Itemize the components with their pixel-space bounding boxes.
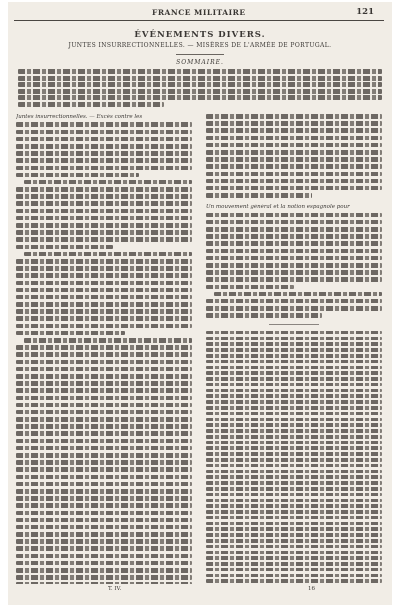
footnote-rule [269, 324, 319, 325]
text-line [16, 388, 192, 393]
text-line [206, 481, 382, 485]
text-line [16, 302, 192, 307]
page-number: 121 [356, 7, 374, 17]
text-line [206, 400, 382, 404]
text-line [16, 173, 139, 178]
text-line [206, 227, 382, 232]
column-right [206, 114, 382, 584]
header-rule [14, 20, 384, 21]
text-line [16, 360, 192, 365]
text-line [206, 299, 382, 304]
text-line [206, 348, 382, 352]
text-line [206, 306, 382, 311]
text-line [16, 460, 192, 465]
section-subtitle: JUNTES INSURRECTIONNELLES. — MISÈRES DE L'ARMÉE DE PORTUGAL. [68, 42, 332, 49]
text-line [206, 143, 382, 148]
text-line [206, 423, 382, 427]
text-line [206, 377, 382, 381]
text-line [206, 285, 294, 290]
text-line [16, 352, 192, 357]
text-line [16, 216, 192, 221]
text-line [16, 266, 192, 271]
text-line [206, 179, 382, 184]
text-line [16, 345, 192, 350]
text-line [206, 452, 382, 456]
text-line [206, 360, 382, 364]
text-line [18, 89, 382, 94]
running-head [12, 4, 388, 20]
text-line [206, 213, 382, 218]
text-line [206, 527, 382, 531]
text-line [206, 121, 382, 126]
text-line [16, 489, 192, 494]
text-line [16, 295, 192, 300]
text-line [16, 237, 192, 242]
text-line [16, 561, 192, 566]
text-line [206, 263, 382, 268]
text-line [16, 410, 192, 415]
text-line [16, 482, 192, 487]
text-line [206, 157, 382, 162]
text-line [16, 575, 192, 580]
text-line [16, 453, 192, 458]
text-line [18, 95, 382, 100]
text-line [16, 424, 192, 429]
text-line [16, 324, 192, 329]
text-line [16, 568, 192, 573]
text-line [206, 220, 382, 225]
text-line [206, 164, 382, 169]
paragraph-lead: Juntes insurrectionnelles. — Excès contre les [16, 114, 143, 120]
text-line [24, 252, 192, 257]
text-line [16, 166, 192, 171]
text-line [24, 180, 192, 185]
text-line [206, 464, 382, 468]
text-line [16, 281, 192, 286]
text-line [16, 525, 192, 530]
text-line [206, 435, 382, 439]
text-line [16, 230, 192, 235]
text-line [16, 259, 192, 264]
text-line [16, 374, 192, 379]
text-line [16, 187, 192, 192]
text-line [16, 475, 192, 480]
text-line [206, 394, 382, 398]
text-line [16, 518, 192, 523]
text-line [16, 367, 192, 372]
footer-signature: T. IV. [108, 586, 122, 592]
text-line [24, 338, 192, 343]
text-line [16, 439, 192, 444]
text-line [206, 172, 382, 177]
text-line [206, 446, 382, 450]
text-line [18, 69, 382, 74]
text-line [16, 201, 192, 206]
text-line [16, 151, 192, 156]
text-line [206, 475, 382, 479]
text-line [16, 403, 192, 408]
text-line [206, 568, 382, 572]
text-line [16, 467, 192, 472]
text-line [206, 193, 312, 198]
text-line [16, 194, 192, 199]
text-line [16, 331, 125, 336]
text-line [16, 309, 192, 314]
text-line [16, 316, 192, 321]
text-line [16, 381, 192, 386]
text-line [16, 496, 192, 501]
text-line [16, 144, 192, 149]
text-line [206, 383, 382, 387]
text-line [206, 389, 382, 393]
text-line [16, 431, 192, 436]
text-line [206, 371, 382, 375]
text-line [206, 256, 382, 261]
text-line [206, 277, 382, 282]
text-line [206, 510, 382, 514]
text-line [206, 487, 382, 491]
text-line [206, 470, 382, 474]
text-line [16, 417, 192, 422]
text-line [206, 499, 382, 503]
text-line [206, 406, 382, 410]
text-line [16, 503, 192, 508]
text-line [206, 418, 382, 422]
text-line [16, 546, 192, 551]
text-line [206, 412, 382, 416]
text-line [16, 582, 192, 584]
text-line [16, 396, 192, 401]
text-line [206, 516, 382, 520]
text-line [16, 245, 113, 250]
text-line [206, 539, 382, 543]
text-line [206, 556, 382, 560]
text-line [206, 331, 382, 335]
text-line [16, 273, 192, 278]
text-line [206, 270, 382, 275]
text-line [16, 130, 192, 135]
text-line [16, 554, 192, 559]
text-line [206, 342, 382, 346]
text-line [16, 288, 192, 293]
text-line [16, 539, 192, 544]
text-line [16, 158, 192, 163]
summary-heading: SOMMAIRE. [176, 59, 224, 66]
text-line [206, 533, 382, 537]
text-line [206, 249, 382, 254]
text-line [16, 532, 192, 537]
text-line [18, 76, 382, 81]
text-line [16, 122, 192, 127]
footer-folio: 16 [308, 586, 315, 592]
journal-page [8, 2, 392, 605]
text-line [206, 545, 382, 549]
column-left [16, 114, 192, 584]
text-line [206, 128, 382, 133]
text-line [18, 82, 382, 87]
summary-block [18, 69, 382, 107]
text-line [206, 579, 382, 583]
text-line [206, 429, 382, 433]
text-line [206, 551, 382, 555]
text-line [206, 150, 382, 155]
text-line [18, 102, 164, 107]
text-line [206, 441, 382, 445]
text-line [16, 511, 192, 516]
text-line [16, 137, 192, 142]
text-line [206, 522, 382, 526]
text-line [206, 114, 382, 119]
section-title: ÉVÉNEMENTS DIVERS. [134, 30, 266, 40]
running-title: FRANCE MILITAIRE [152, 8, 246, 17]
text-line [16, 446, 192, 451]
text-line [16, 223, 192, 228]
text-line [206, 136, 382, 141]
text-line [206, 493, 382, 497]
text-line [206, 574, 382, 578]
title-rule [176, 54, 224, 55]
text-line [206, 186, 382, 191]
paragraph-lead: Un mouvement général et la notion espagnole pour [206, 204, 350, 211]
text-line [206, 241, 382, 246]
text-line [214, 292, 382, 297]
text-line [206, 313, 322, 318]
text-line [206, 366, 382, 370]
text-line [206, 354, 382, 358]
text-line [16, 209, 192, 214]
text-line [206, 234, 382, 239]
text-line [206, 458, 382, 462]
text-line [206, 337, 382, 341]
text-line [206, 562, 382, 566]
text-line [206, 504, 382, 508]
